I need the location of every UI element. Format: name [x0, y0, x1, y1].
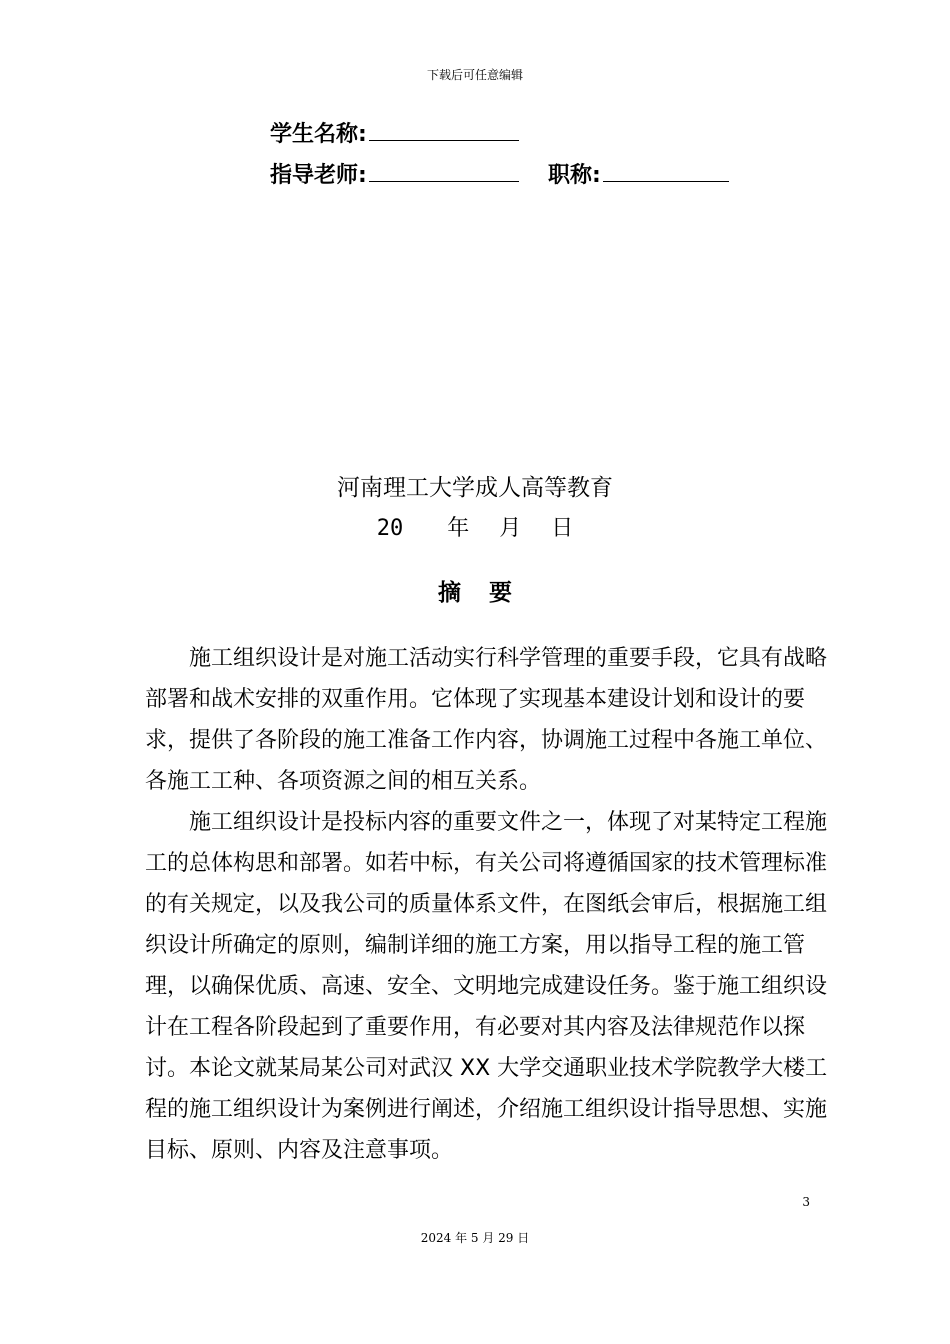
page-number: 3	[802, 1195, 810, 1209]
date-month: 月	[499, 516, 522, 541]
date-line	[0, 514, 950, 544]
footer-date: 2024 年 5 月 29 日	[420, 1231, 530, 1245]
abstract-paragraph-2: 施工组织设计是投标内容的重要文件之一，体现了对某特定工程施工的总体构思和部署。如若中标，有关公司将遵循国家的技术管理标准的有关规定，以及我公司的质量体系文件，在图纸会审后，根据施工组织设计所确定的原则，编制详细的施工方案，用以指导工程的施工管理，以确保优质、高速、安全、文明地完成建设任务。鉴于施工组织设计在工程各阶段起到了重要作用，有必要对其内容及法律规范作以探讨。本论文就某局某公司对武汉 XX 大学交通职业技术学院教学大楼工程的施工组织设计为案例进行阐述，介绍施工组织设计指导思想、实施目标、原则、内容及注意事项。	[145, 810, 828, 1163]
abstract-body	[145, 638, 835, 1171]
advisor-blank	[369, 159, 519, 182]
advisor-field	[270, 159, 519, 191]
abstract-paragraph-1: 施工组织设计是对施工活动实行科学管理的重要手段，它具有战略部署和战术安排的双重作用。它体现了实现基本建设计划和设计的要求，提供了各阶段的施工准备工作内容，协调施工过程中各施工单位、各施工工种、各项资源之间的相互关系。	[145, 646, 828, 794]
date-year-prefix: 20	[376, 516, 404, 541]
header-note: 下载后可任意编辑	[426, 68, 523, 82]
title-field	[548, 159, 729, 191]
date-year: 年	[447, 516, 470, 541]
title-label: 职称:	[548, 163, 601, 188]
abstract-title: 摘要	[438, 580, 540, 606]
advisor-label: 指导老师:	[270, 163, 367, 188]
student-name-label: 学生名称:	[270, 122, 367, 147]
student-name-field	[270, 118, 519, 150]
institution-name: 河南理工大学成人高等教育	[337, 475, 613, 501]
date-day: 日	[551, 516, 574, 541]
title-blank	[603, 159, 729, 182]
student-name-blank	[369, 118, 519, 141]
